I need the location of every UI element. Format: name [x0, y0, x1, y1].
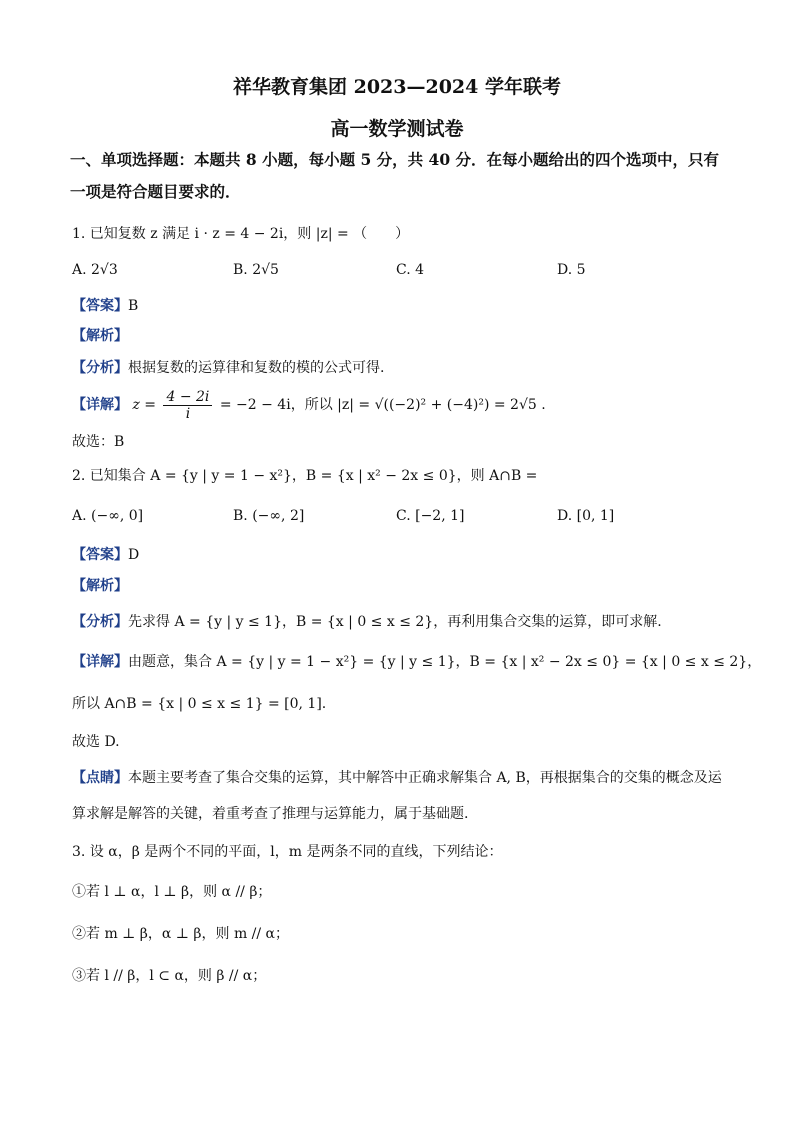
q1-option-d: D. 5: [557, 262, 586, 278]
q1-xiangjie-pre: z =: [132, 397, 157, 413]
q2-xiangjie-text: 由题意，集合 A = {y | y = 1 − x²} = {y | y ≤ 1}，B = {x | x² − 2x ≤ 0} = {x | 0 ≤ x ≤ 2}，: [128, 654, 762, 670]
q1-answer-tag: 【答案】: [72, 298, 128, 314]
exam-title: 祥华教育集团 2023—2024 学年联考: [233, 76, 561, 98]
q2-jiexi-tag: 【解析】: [72, 578, 128, 594]
q2-answer-value: D: [128, 547, 140, 563]
q1-fraction: [163, 389, 212, 422]
q2-fenxi-tag: 【分析】: [72, 614, 128, 630]
q1-xiangjie-line: [72, 388, 734, 422]
q1-option-b: B. 2√5: [233, 262, 279, 278]
q2-conclusion: 故选 D.: [72, 734, 120, 750]
q2-option-b: B. (−∞, 2]: [233, 508, 305, 524]
q3-item-1: ①若 l ⊥ α，l ⊥ β，则 α // β；: [72, 884, 272, 900]
q1-fenxi-text: 根据复数的运算律和复数的模的公式可得.: [128, 360, 385, 376]
q1-answer-value: B: [128, 298, 139, 314]
q2-dianjing-line2: 算求解是解答的关键，着重考查了推理与运算能力，属于基础题.: [72, 806, 469, 822]
q2-answer-tag: 【答案】: [72, 547, 128, 563]
section-heading-line1: 一、单项选择题：本题共 8 小题，每小题 5 分，共 40 分．在每小题给出的四个选项中，只有: [70, 150, 720, 169]
q2-fenxi-text: 先求得 A = {y | y ≤ 1}，B = {x | 0 ≤ x ≤ 2}，再利用集合交集的运算，即可求解.: [128, 614, 662, 630]
q1-stem: 1. 已知复数 z 满足 i · z = 4 − 2i，则 |z| = （ ）: [72, 226, 410, 242]
q1-jiexi-tag: 【解析】: [72, 328, 128, 344]
q1-answer-line: [72, 296, 734, 316]
q2-jiexi-line: [72, 576, 734, 596]
q1-option-a: A. 2√3: [72, 262, 118, 278]
q2-fenxi-line: [72, 612, 734, 632]
q1-xiangjie-tag: 【详解】: [72, 397, 128, 413]
q1-fraction-denominator: i: [185, 405, 191, 422]
q3-item-2: ②若 m ⊥ β，α ⊥ β，则 m // α；: [72, 926, 290, 942]
q1-fenxi-line: [72, 358, 734, 378]
q1-fenxi-tag: 【分析】: [72, 360, 128, 376]
q2-option-a: A. (−∞, 0]: [72, 508, 144, 524]
q2-option-d: D. [0, 1]: [557, 508, 615, 524]
q3-stem: 3. 设 α，β 是两个不同的平面，l，m 是两条不同的直线，下列结论：: [72, 844, 503, 860]
q2-answer-line: [72, 545, 734, 565]
q2-dianjing-tag: 【点睛】: [72, 770, 128, 786]
q2-xiangjie-line2: 所以 A∩B = {x | 0 ≤ x ≤ 1} = [0, 1].: [72, 696, 327, 712]
q3-item-3: ③若 l // β，l ⊂ α，则 β // α；: [72, 968, 267, 984]
q1-conclusion: 故选：B: [72, 434, 125, 450]
q2-xiangjie-line: [72, 652, 762, 672]
q1-xiangjie-post: = −2 − 4i，所以 |z| = √((−2)² + (−4)²) = 2√5 .: [219, 397, 546, 413]
q1-fraction-numerator: 4 − 2i: [163, 389, 212, 406]
q1-jiexi-line: [72, 326, 734, 346]
section-heading-line2: 一项是符合题目要求的．: [70, 182, 241, 201]
exam-subtitle: 高一数学测试卷: [330, 118, 464, 140]
q2-xiangjie-tag: 【详解】: [72, 654, 128, 670]
q2-stem: 2. 已知集合 A = {y | y = 1 − x²}，B = {x | x² − 2x ≤ 0}，则 A∩B =: [72, 468, 538, 484]
q2-option-c: C. [−2, 1]: [396, 508, 465, 524]
q1-option-c: C. 4: [396, 262, 425, 278]
q2-dianjing-text: 本题主要考查了集合交集的运算，其中解答中正确求解集合 A, B，再根据集合的交集的概念及运: [128, 770, 722, 786]
q2-dianjing-line: [72, 768, 734, 788]
